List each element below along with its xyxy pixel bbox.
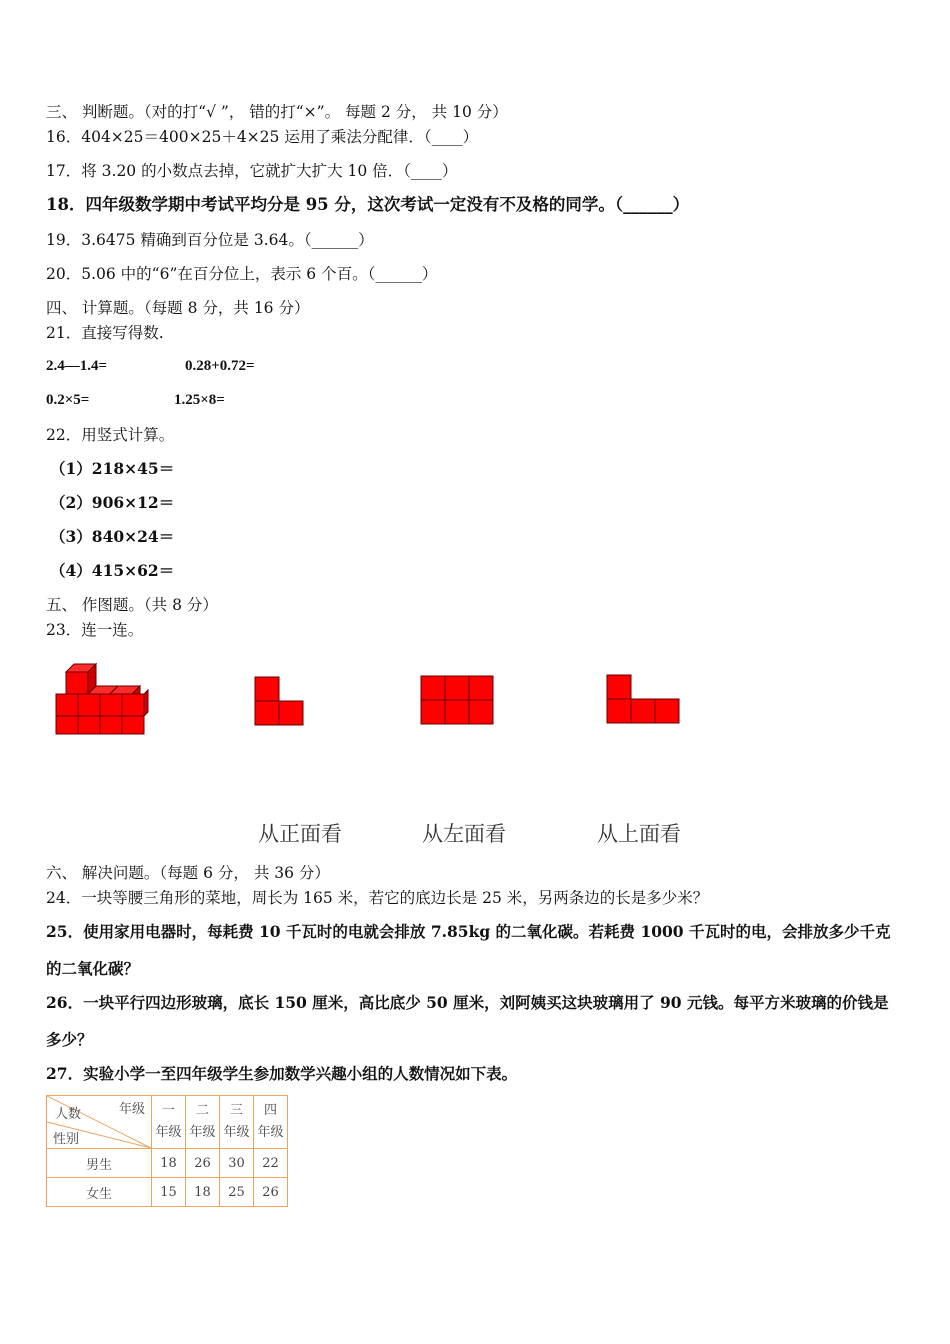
question-26-line-2: 多少？ [46, 1030, 93, 1049]
table-cell: 18 [152, 1149, 186, 1178]
table-cell: 30 [220, 1149, 254, 1178]
question-26-line-1: 26．一块平行四边形玻璃，底长 150 厘米，高比底少 50 厘米，刘阿姨买这块玻璃用了 90 元钱。每平方米玻璃的价钱是 [46, 993, 889, 1012]
question-18: 18．四年级数学期中考试平均分是 95 分，这次考试一定没有不及格的同学。（______） [46, 195, 690, 214]
column-header-bottom: 年级 [189, 1125, 216, 1140]
question-17: 17．将 3.20 的小数点去掉，它就扩大扩大 10 倍．（____） [46, 162, 458, 180]
table-cell: 26 [186, 1149, 220, 1178]
corner-grade-label: 年级 [118, 1102, 145, 1117]
column-header-bottom: 年级 [257, 1125, 284, 1140]
column-header-bottom: 年级 [223, 1125, 250, 1140]
section-4-heading: 四、 计算题。（每题 8 分，共 16 分） [46, 299, 310, 317]
question-16: 16．404×25＝400×25＋4×25 运用了乘法分配律．（____） [46, 128, 479, 146]
vertical-calc-item-1: （1）218×45＝ [50, 459, 175, 478]
row-label: 男生 [47, 1149, 152, 1178]
column-header-top: 一 [161, 1103, 175, 1118]
cube-stack-figure [52, 660, 152, 736]
corner-gender-label: 性别 [53, 1132, 80, 1147]
view-shape-l [254, 676, 306, 728]
section-6-heading: 六、 解决问题。（每题 6 分， 共 36 分） [46, 864, 330, 882]
view-label-top: 从上面看 [597, 822, 681, 846]
question-23: 23．连一连。 [46, 621, 144, 639]
calc-item-2: 0.28+0.72= [185, 358, 255, 374]
table-row [47, 1149, 288, 1178]
table-cell: 15 [152, 1178, 186, 1207]
question-24: 24．一块等腰三角形的菜地，周长为 165 米，若它的底边长是 25 米，另两条边的长是多少米？ [46, 889, 709, 907]
question-20: 20．5.06 中的“6”在百分位上，表示 6 个百。（______） [46, 265, 438, 283]
column-header [254, 1096, 288, 1149]
calc-item-4: 1.25×8= [174, 392, 225, 408]
table-cell: 18 [186, 1178, 220, 1207]
question-25-line-1: 25．使用家用电器时，每耗费 10 千瓦时的电就会排放 7.85kg 的二氧化碳。若耗费 1000 千瓦时的电，会排放多少千克 [46, 922, 891, 941]
question-19: 19．3.6475 精确到百分位是 3.64。（______） [46, 231, 374, 249]
vertical-calc-item-3: （3）840×24＝ [50, 527, 175, 546]
table-cell: 22 [254, 1149, 288, 1178]
column-header-top: 四 [263, 1103, 277, 1118]
vertical-calc-item-2: （2）906×12＝ [50, 493, 175, 512]
column-header-bottom: 年级 [155, 1125, 182, 1140]
calc-item-1: 2.4—1.4= [46, 358, 108, 374]
view-label-left: 从左面看 [422, 822, 506, 846]
question-27: 27．实验小学一至四年级学生参加数学兴趣小组的人数情况如下表。 [46, 1064, 518, 1083]
column-header [152, 1096, 186, 1149]
section-3-heading: 三、 判断题。（对的打“√ ”， 错的打“×”。 每题 2 分， 共 10 分） [46, 103, 508, 121]
vertical-calc-item-4: （4）415×62＝ [50, 561, 175, 580]
view-shape-grid [420, 675, 495, 727]
column-header-top: 三 [229, 1103, 243, 1118]
column-header [220, 1096, 254, 1149]
column-header-top: 二 [195, 1103, 209, 1118]
question-22: 22．用竖式计算。 [46, 426, 175, 444]
table-cell: 25 [220, 1178, 254, 1207]
question-21: 21．直接写得数. [46, 324, 164, 342]
section-5-heading: 五、 作图题。（共 8 分） [46, 596, 218, 614]
table-row [47, 1178, 288, 1207]
row-label: 女生 [47, 1178, 152, 1207]
view-shape-long-l [606, 674, 682, 726]
question-25-line-2: 的二氧化碳？ [46, 959, 140, 978]
calc-item-3: 0.2×5= [46, 392, 90, 408]
view-label-front: 从正面看 [258, 822, 342, 846]
interest-group-table [46, 1095, 288, 1207]
table-corner-cell [47, 1096, 152, 1149]
table-cell: 26 [254, 1178, 288, 1207]
corner-count-label: 人数 [55, 1107, 82, 1122]
column-header [186, 1096, 220, 1149]
